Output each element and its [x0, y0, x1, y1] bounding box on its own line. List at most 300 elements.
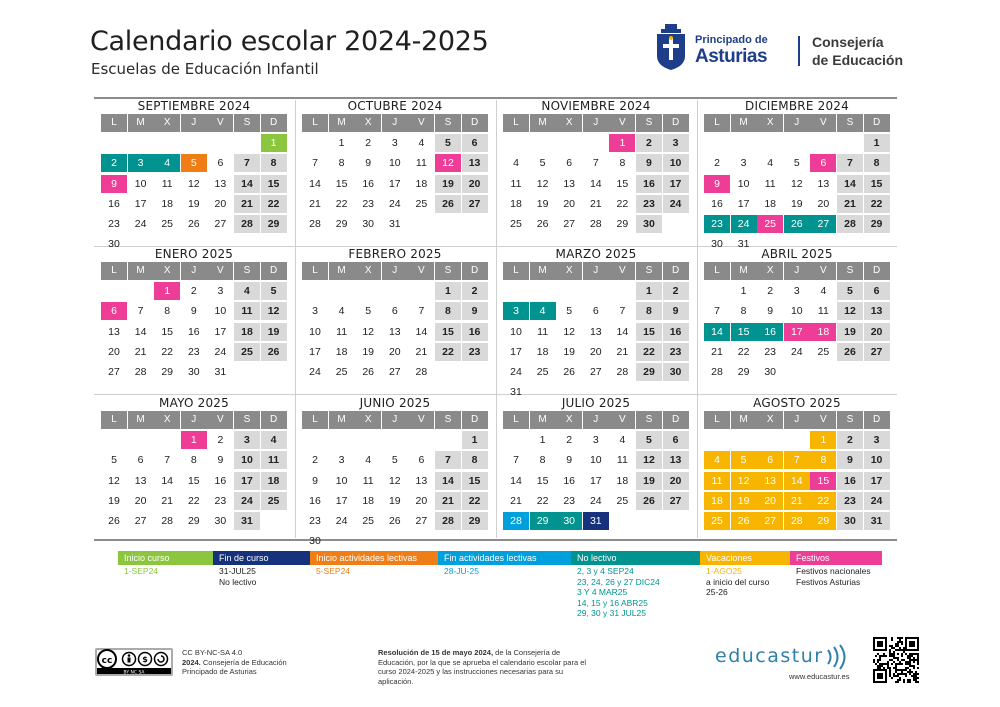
day-cell: 2 [365, 137, 372, 150]
day-cell: 12 [837, 302, 863, 320]
empty-cell [408, 282, 434, 300]
day-cell: 25 [261, 492, 287, 510]
day-cell: 13 [108, 325, 120, 338]
day-cell: 31 [864, 512, 890, 530]
day-cell: 17 [214, 325, 227, 338]
day-cell: 27 [757, 512, 783, 530]
day-cell: 20 [134, 494, 147, 507]
day-cell: 29 [530, 512, 556, 530]
month-title: ENERO 2025 [154, 247, 234, 261]
day-cell: 5 [111, 454, 117, 467]
day-cell: 28 [134, 365, 147, 378]
day-cell: 5 [636, 431, 662, 449]
weekday-header: J [583, 411, 609, 429]
day-cell: 19 [563, 345, 576, 358]
month-grid [101, 262, 294, 381]
day-cell: 1 [864, 134, 890, 152]
day-cell: 9 [365, 157, 372, 170]
month-grid [704, 411, 897, 530]
day-cell: 30 [214, 514, 227, 527]
day-cell: 2 [767, 285, 774, 298]
day-cell: 6 [101, 302, 127, 320]
day-cell: 7 [435, 451, 461, 469]
day-cell: 2 [190, 285, 197, 298]
day-cell: 16 [362, 177, 375, 190]
legend-label: Fin de curso [213, 551, 310, 565]
legend-items [577, 566, 660, 619]
weekday-header: D [462, 114, 488, 132]
day-cell: 6 [566, 157, 573, 170]
weekday-header: X [556, 262, 582, 280]
day-cell: 31 [214, 365, 227, 378]
weekday-header: X [757, 262, 783, 280]
day-cell: 14 [784, 472, 810, 490]
day-cell: 5 [731, 451, 757, 469]
weekday-header: V [408, 114, 434, 132]
day-cell: 30 [362, 217, 375, 230]
day-cell: 19 [435, 175, 461, 193]
weekday-header: D [663, 114, 689, 132]
day-cell: 24 [731, 215, 757, 233]
day-cell: 26 [261, 343, 287, 361]
day-cell: 27 [214, 217, 227, 230]
empty-cell [731, 134, 757, 152]
day-cell: 16 [462, 323, 488, 341]
month-title: FEBRERO 2025 [348, 247, 442, 261]
weekday-header: J [181, 411, 207, 429]
day-cell: 31 [234, 512, 260, 530]
day-cell: 20 [388, 345, 401, 358]
weekday-header: J [784, 262, 810, 280]
empty-cell [757, 431, 783, 449]
day-cell: 9 [636, 154, 662, 172]
day-cell: 10 [388, 157, 401, 170]
weekday-header: J [382, 114, 408, 132]
weekday-header: V [810, 262, 836, 280]
day-cell: 1 [636, 282, 662, 300]
weekday-header: L [704, 262, 730, 280]
resolution-text [378, 648, 593, 686]
day-cell: 20 [214, 197, 227, 210]
day-cell: 7 [592, 157, 599, 170]
day-cell: 9 [837, 451, 863, 469]
day-cell: 2 [312, 454, 318, 467]
day-cell: 19 [187, 197, 200, 210]
month-2 [496, 99, 696, 233]
license-text [182, 648, 287, 677]
empty-cell [530, 282, 556, 300]
day-cell: 4 [767, 157, 774, 170]
day-cell: 23 [764, 345, 777, 358]
day-cell: 11 [362, 474, 374, 487]
weekday-header: X [556, 114, 582, 132]
empty-cell [757, 134, 783, 152]
day-cell: 25 [234, 343, 260, 361]
day-cell: 29 [261, 215, 287, 233]
legend-item: 1-SEP24 [124, 566, 159, 576]
month-11 [697, 396, 897, 530]
day-cell: 21 [234, 195, 260, 213]
day-cell: 16 [636, 175, 662, 193]
day-cell: 20 [589, 345, 602, 358]
day-cell: 30 [711, 238, 723, 251]
weekday-header: V [609, 114, 635, 132]
weekday-header: L [704, 411, 730, 429]
day-cell: 13 [563, 177, 576, 190]
day-cell: 27 [589, 365, 602, 378]
day-cell: 4 [704, 451, 730, 469]
day-cell: 27 [134, 514, 147, 527]
day-cell: 12 [790, 177, 803, 190]
legend-label: Inicio actividades lectivas [310, 551, 438, 565]
day-cell: 18 [704, 492, 730, 510]
day-cell: 18 [362, 494, 375, 507]
day-cell: 20 [108, 345, 120, 358]
day-cell: 21 [510, 494, 522, 507]
day-cell: 1 [810, 431, 836, 449]
weekday-header: X [556, 411, 582, 429]
legend-item: 2, 3 y 4 SEP24 [577, 566, 634, 576]
day-cell: 22 [187, 494, 200, 507]
day-cell: 26 [837, 343, 863, 361]
day-cell: 17 [234, 472, 260, 490]
day-cell: 25 [510, 217, 522, 230]
day-cell: 25 [536, 365, 549, 378]
month-title: JULIO 2025 [561, 396, 631, 410]
day-cell: 14 [616, 325, 629, 338]
day-cell: 21 [589, 197, 602, 210]
day-cell: 1 [609, 134, 635, 152]
empty-cell [355, 431, 381, 449]
month-6 [496, 247, 696, 401]
weekday-header: L [503, 262, 529, 280]
day-cell: 12 [435, 154, 461, 172]
weekday-header: D [261, 411, 287, 429]
day-cell: 13 [817, 177, 830, 190]
legend-items [124, 566, 158, 577]
weekday-header: M [530, 262, 556, 280]
svg-text:cc: cc [101, 656, 113, 666]
weekday-header: D [663, 411, 689, 429]
day-cell: 7 [312, 157, 318, 170]
educastur-url[interactable]: www.educastur.es [789, 672, 850, 681]
empty-cell [101, 134, 127, 152]
day-cell: 30 [663, 363, 689, 381]
day-cell: 23 [187, 345, 200, 358]
day-cell: 14 [837, 175, 863, 193]
weekday-header: M [329, 411, 355, 429]
day-cell: 23 [214, 494, 227, 507]
day-cell: 26 [563, 365, 576, 378]
day-cell: 28 [309, 217, 321, 230]
day-cell: 21 [435, 492, 461, 510]
day-cell: 5 [365, 305, 372, 318]
day-cell: 7 [137, 305, 144, 318]
day-cell: 12 [108, 474, 120, 487]
day-cell: 29 [636, 363, 662, 381]
empty-cell [704, 134, 730, 152]
weekday-header: X [355, 262, 381, 280]
day-cell: 13 [415, 474, 428, 487]
weekday-header: M [128, 411, 154, 429]
legend-items [444, 566, 479, 577]
day-cell: 22 [810, 492, 836, 510]
license-year: 2024. [182, 657, 201, 667]
empty-cell [302, 431, 328, 449]
day-cell: 3 [234, 431, 260, 449]
day-cell: 27 [415, 514, 428, 527]
month-4 [94, 247, 294, 381]
day-cell: 22 [462, 492, 488, 510]
logo-dept2: de Educación [812, 52, 904, 68]
day-cell: 4 [261, 431, 287, 449]
day-cell: 4 [619, 434, 626, 447]
day-cell: 20 [462, 175, 488, 193]
legend-items [796, 566, 871, 587]
license-line1: CC BY-NC-SA 4.0 [182, 648, 243, 657]
day-cell: 11 [537, 325, 549, 338]
day-cell: 15 [261, 175, 287, 193]
day-cell: 15 [187, 474, 200, 487]
empty-cell [302, 282, 328, 300]
month-grid [704, 114, 897, 253]
month-10 [496, 396, 696, 530]
day-cell: 17 [784, 323, 810, 341]
day-cell: 31 [510, 386, 522, 399]
day-cell: 13 [388, 325, 401, 338]
day-cell: 10 [790, 305, 803, 318]
empty-cell [329, 431, 355, 449]
empty-cell [234, 134, 260, 152]
day-cell: 16 [711, 197, 723, 210]
day-cell: 2 [217, 434, 224, 447]
day-cell: 23 [108, 217, 120, 230]
day-cell: 15 [536, 474, 549, 487]
day-cell: 13 [864, 302, 890, 320]
day-cell: 17 [388, 177, 401, 190]
day-cell: 28 [616, 365, 629, 378]
month-grid [101, 114, 294, 253]
weekday-header: M [530, 411, 556, 429]
weekday-header: S [435, 114, 461, 132]
day-cell: 14 [234, 175, 260, 193]
day-cell: 10 [663, 154, 689, 172]
day-cell: 29 [737, 365, 750, 378]
month-grid [503, 411, 696, 530]
day-cell: 12 [731, 472, 757, 490]
day-cell: 27 [663, 492, 689, 510]
weekday-header: J [181, 262, 207, 280]
day-cell: 28 [415, 365, 428, 378]
month-grid [302, 262, 495, 381]
day-cell: 24 [790, 345, 803, 358]
day-cell: 20 [817, 197, 830, 210]
weekday-header: M [128, 114, 154, 132]
day-cell: 4 [530, 302, 556, 320]
day-cell: 13 [589, 325, 602, 338]
day-cell: 29 [187, 514, 200, 527]
day-cell: 8 [864, 154, 890, 172]
day-cell: 22 [261, 195, 287, 213]
day-cell: 24 [510, 365, 522, 378]
day-cell: 8 [740, 305, 747, 318]
day-cell: 24 [335, 514, 348, 527]
day-cell: 4 [418, 137, 425, 150]
day-cell: 10 [234, 451, 260, 469]
month-grid [503, 114, 696, 233]
legend-item: 14, 15 y 16 ABR25 [577, 597, 648, 608]
weekday-header: L [101, 114, 127, 132]
legend-items [316, 566, 350, 577]
day-cell: 5 [391, 454, 398, 467]
weekday-header: J [181, 114, 207, 132]
day-cell: 26 [388, 514, 401, 527]
month-9 [295, 396, 495, 550]
day-cell: 7 [619, 305, 626, 318]
day-cell: 7 [837, 154, 863, 172]
weekday-header: D [261, 262, 287, 280]
day-cell: 8 [539, 454, 546, 467]
day-cell: 2 [837, 431, 863, 449]
day-cell: 30 [108, 238, 120, 251]
day-cell: 16 [108, 197, 120, 210]
day-cell: 19 [108, 494, 120, 507]
day-cell: 27 [563, 217, 576, 230]
day-cell: 15 [335, 177, 348, 190]
empty-cell [382, 282, 408, 300]
day-cell: 13 [462, 154, 488, 172]
day-cell: 12 [563, 325, 576, 338]
day-cell: 15 [864, 175, 890, 193]
day-cell: 31 [737, 238, 750, 251]
day-cell: 12 [636, 451, 662, 469]
day-cell: 4 [820, 285, 827, 298]
legend-item: a inicio del curso [706, 576, 770, 587]
empty-cell [207, 134, 233, 152]
day-cell: 28 [435, 512, 461, 530]
weekday-header: L [503, 411, 529, 429]
day-cell: 23 [663, 343, 689, 361]
day-cell: 15 [731, 323, 757, 341]
day-cell: 9 [190, 305, 197, 318]
month-1 [295, 99, 495, 233]
day-cell: 17 [134, 197, 147, 210]
day-cell: 1 [740, 285, 747, 298]
day-cell: 15 [810, 472, 836, 490]
day-cell: 24 [134, 217, 147, 230]
day-cell: 1 [539, 434, 546, 447]
day-cell: 8 [190, 454, 197, 467]
weekday-header: L [302, 114, 328, 132]
page-title: Calendario escolar 2024-2025 [90, 26, 489, 57]
weekday-header: L [101, 411, 127, 429]
legend-item: 25-26 [706, 587, 728, 597]
month-3 [697, 99, 897, 253]
day-cell: 29 [161, 365, 174, 378]
cc-license-icon [95, 648, 173, 676]
day-cell: 6 [663, 431, 689, 449]
day-cell: 25 [161, 217, 174, 230]
legend-label: No lectivo [571, 551, 700, 565]
day-cell: 19 [261, 323, 287, 341]
empty-cell [609, 282, 635, 300]
weekday-header: X [355, 411, 381, 429]
day-cell: 11 [764, 177, 776, 190]
weekday-header: S [234, 114, 260, 132]
empty-cell [784, 431, 810, 449]
svg-text:$: $ [142, 655, 148, 664]
day-cell: 31 [583, 512, 609, 530]
legend-item: 5-SEP24 [316, 566, 351, 576]
day-cell: 3 [864, 431, 890, 449]
day-cell: 18 [161, 197, 174, 210]
empty-cell [435, 431, 461, 449]
day-cell: 3 [338, 454, 345, 467]
empty-cell [503, 282, 529, 300]
day-cell: 14 [435, 472, 461, 490]
empty-cell [704, 431, 730, 449]
weekday-header: M [329, 262, 355, 280]
day-cell: 16 [837, 472, 863, 490]
day-cell: 19 [731, 492, 757, 510]
day-cell: 22 [435, 343, 461, 361]
day-cell: 1 [338, 137, 345, 150]
weekday-header: V [810, 114, 836, 132]
day-cell: 26 [362, 365, 375, 378]
day-cell: 29 [810, 512, 836, 530]
day-cell: 11 [510, 177, 522, 190]
day-cell: 17 [864, 472, 890, 490]
day-cell: 28 [234, 215, 260, 233]
day-cell: 5 [435, 134, 461, 152]
day-cell: 17 [510, 345, 522, 358]
license-badge-text: BY NC SA [123, 670, 145, 676]
day-cell: 24 [234, 492, 260, 510]
day-cell: 6 [418, 454, 425, 467]
weekday-header: X [154, 114, 180, 132]
day-cell: 10 [864, 451, 890, 469]
day-cell: 10 [134, 177, 147, 190]
month-title: OCTUBRE 2024 [347, 99, 443, 113]
day-cell: 21 [415, 345, 428, 358]
day-cell: 24 [309, 365, 321, 378]
day-cell: 19 [636, 472, 662, 490]
weekday-header: M [731, 411, 757, 429]
weekday-header: M [530, 114, 556, 132]
day-cell: 11 [817, 305, 829, 318]
day-cell: 9 [101, 175, 127, 193]
month-0 [94, 99, 294, 253]
day-cell: 5 [566, 305, 573, 318]
license-line2: Consejería de Educación [202, 657, 287, 667]
day-cell: 17 [309, 345, 321, 358]
day-cell: 12 [187, 177, 200, 190]
month-title: NOVIEMBRE 2024 [541, 99, 651, 113]
day-cell: 6 [592, 305, 599, 318]
day-cell: 10 [737, 177, 750, 190]
weekday-header: L [704, 114, 730, 132]
day-cell: 4 [365, 454, 372, 467]
day-cell: 7 [513, 454, 519, 467]
day-cell: 16 [757, 323, 783, 341]
weekday-header: V [609, 411, 635, 429]
day-cell: 2 [636, 134, 662, 152]
qr-code-icon[interactable] [873, 637, 919, 683]
day-cell: 3 [740, 157, 747, 170]
day-cell: 8 [462, 451, 488, 469]
day-cell: 5 [837, 282, 863, 300]
weekday-header: D [864, 262, 890, 280]
